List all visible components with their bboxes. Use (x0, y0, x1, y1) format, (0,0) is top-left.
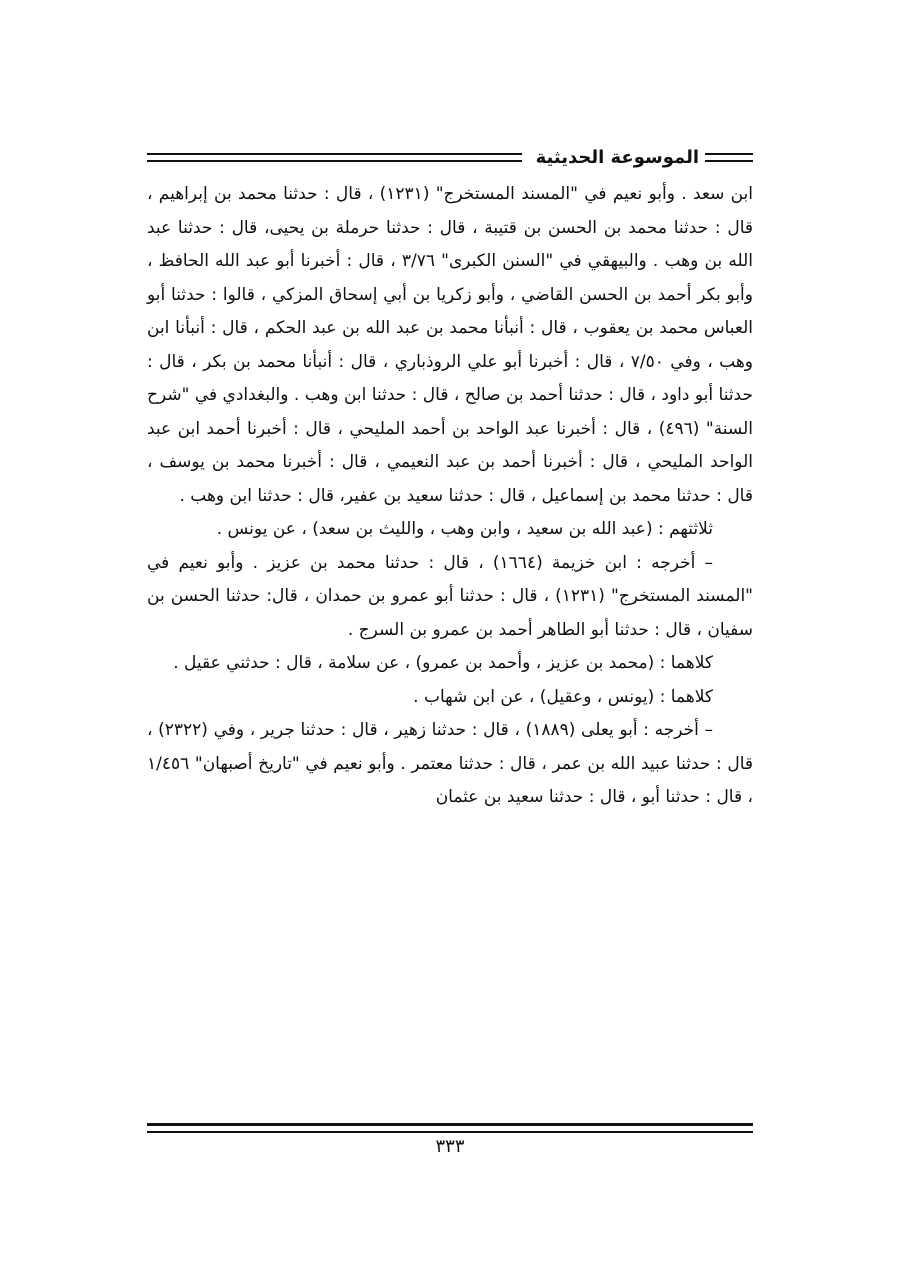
paragraph: كلاهما : (يونس ، وعقيل) ، عن ابن شهاب . (413, 686, 713, 707)
body-text (147, 178, 753, 815)
paragraph: كلاهما : (محمد بن عزيز ، وأحمد بن عمرو) ، عن سلامة ، قال : حدثني عقيل . (173, 653, 713, 673)
paragraph: ابن سعد . وأبو نعيم في "المسند المستخرج" (١٢٣١) ، قال : حدثنا محمد بن إبراهيم ، قال : حدثنا محمد بن الحسن بن قتيبة ، قال : حدثنا حرملة بن يحيى، قال : حدثنا عبد الله بن وهب . والبيهقي في "السنن الكبرى" ٣/٧٦ ، قال : أخبرنا أبو عبد الله الحافظ ، وأبو بكر أحمد بن الحسن القاضي ، وأبو زكريا بن أبي إسحاق المزكي ، قالوا : حدثنا أبو العباس محمد بن يعقوب ، قال : أنبأنا محمد بن عبد الله بن عبد الحكم ، قال : أنبأنا ابن وهب ، وفي ٧/٥٠ ، قال : أخبرنا أبو علي الروذباري ، قال : أنبأنا محمد بن بكر ، قال : حدثنا أبو داود ، قال : حدثنا أحمد بن صالح ، قال : حدثنا ابن وهب . والبغدادي في "شرح السنة" (٤٩٦) ، قال : أخبرنا عبد الواحد بن أحمد المليحي ، قال : أخبرنا أحمد ابن عبد الواحد المليحي ، قال : أخبرنا أحمد بن عبد النعيمي ، قال : أخبرنا محمد بن يوسف ، قال : حدثنا محمد بن إسماعيل ، قال : حدثنا سعيد بن عفير، قال : حدثنا ابن وهب . (147, 184, 754, 506)
running-header (147, 142, 753, 172)
header-rule-short (705, 153, 753, 162)
footer-rule (147, 1123, 753, 1133)
paragraph: – أخرجه : ابن خزيمة (١٦٦٤) ، قال : حدثنا محمد بن عزيز . وأبو نعيم في "المسند المستخرج" (١٢٣١) ، قال : حدثنا أبو عمرو بن حمدان ، قال: حدثنا الحسن بن سفيان ، قال : حدثنا أبو الطاهر أحمد بن عمرو بن السرج . (147, 552, 753, 640)
paragraph: – أخرجه : أبو يعلى (١٨٨٩) ، قال : حدثنا زهير ، قال : حدثنا جرير ، وفي (٢٣٢٢) ، قال : حدثنا عبيد الله بن عمر ، قال : حدثنا معتمر . وأبو نعيم في "تاريخ أصبهان" ١/٤٥٦ ، قال : حدثنا أبو ، قال : حدثنا سعيد بن عثمان (147, 720, 753, 807)
paragraph: ثلاثتهم : (عبد الله بن سعيد ، وابن وهب ، والليث بن سعد) ، عن يونس . (216, 519, 713, 539)
page-number: ٣٣٣ (435, 1136, 465, 1157)
header-rule-long (147, 153, 522, 162)
header-title: الموسوعة الحديثية (535, 146, 699, 168)
